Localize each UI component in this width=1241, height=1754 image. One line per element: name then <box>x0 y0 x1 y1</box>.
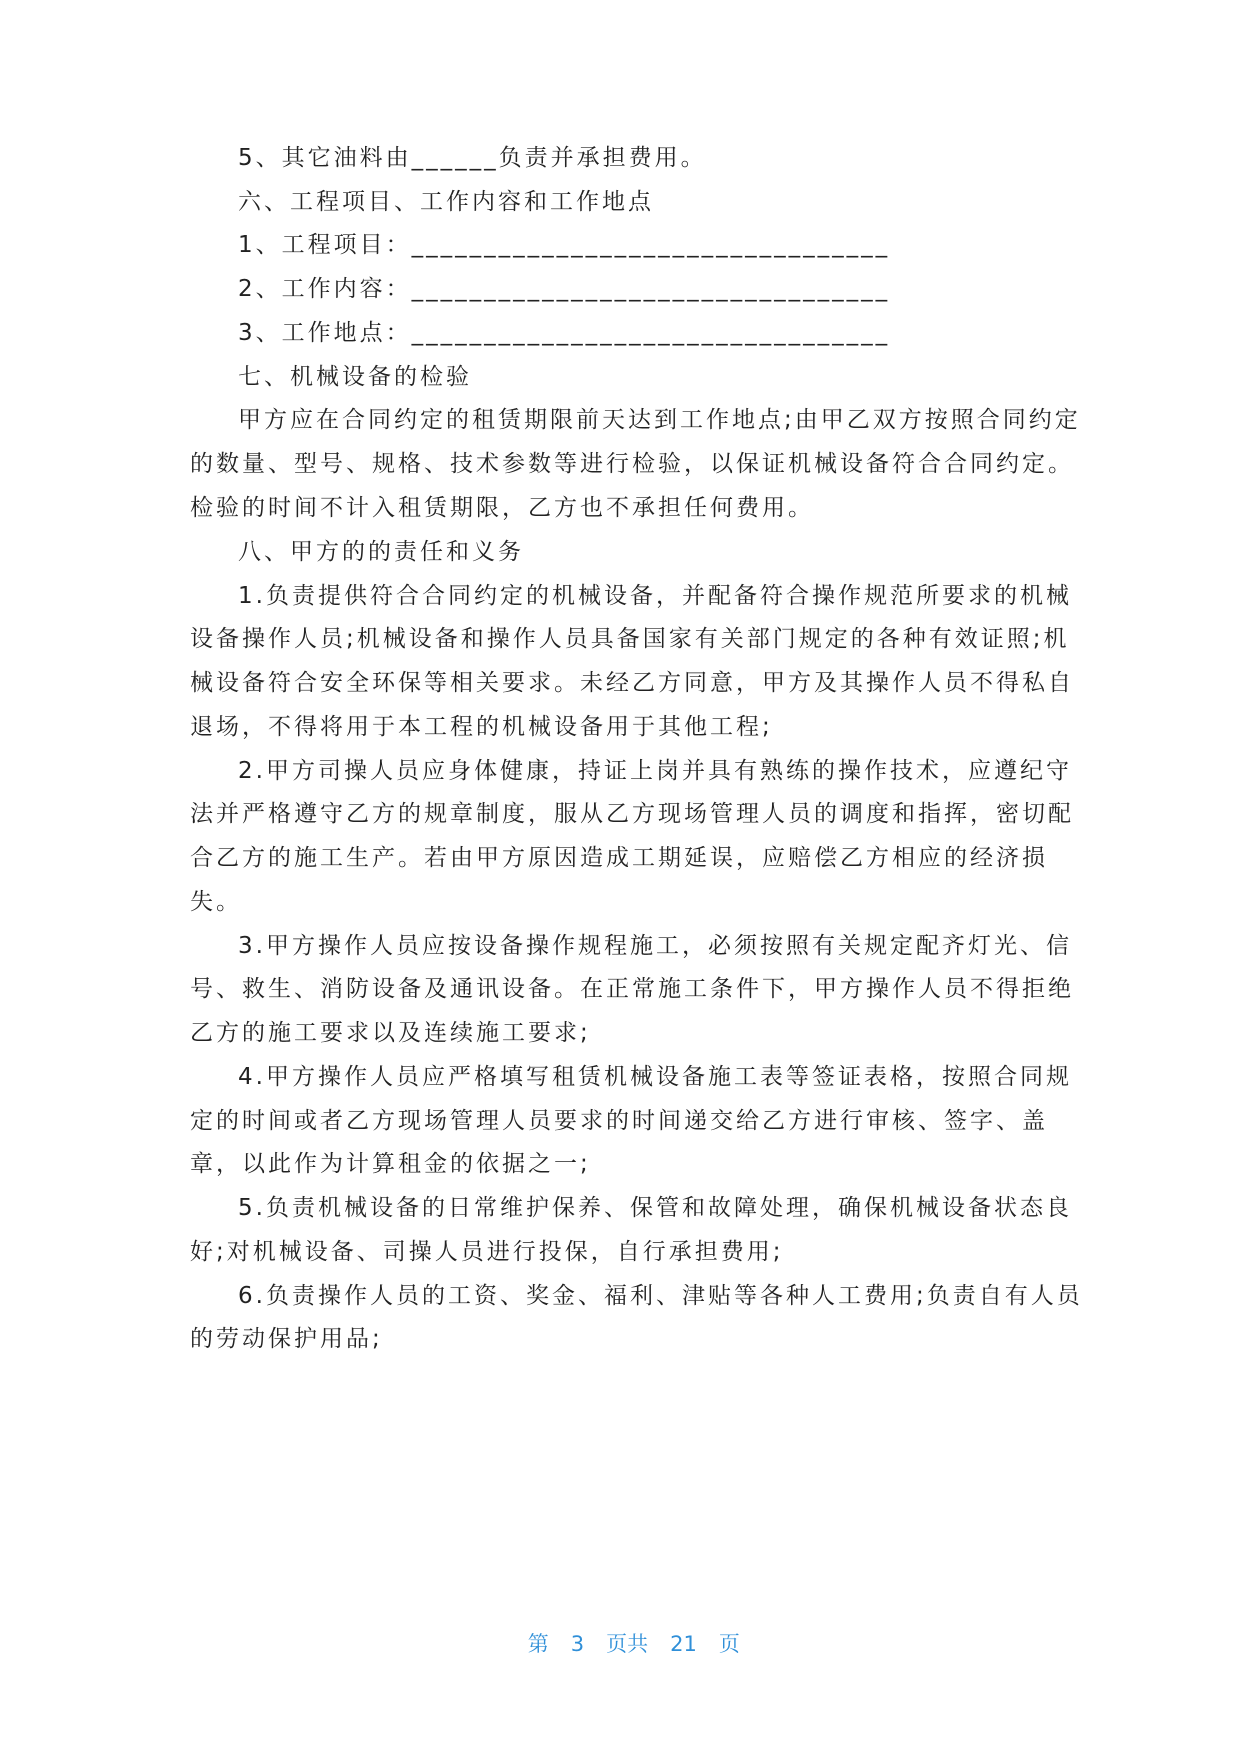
text-line: 3.甲方操作人员应按设备操作规程施工，必须按照有关规定配齐灯光、信 <box>238 933 1072 959</box>
text-line: 检验的时间不计入租赁期限，乙方也不承担任何费用。 <box>190 495 814 521</box>
current-page-number: 3 <box>570 1632 585 1656</box>
text-line: 号、救生、消防设备及通讯设备。在正常施工条件下，甲方操作人员不得拒绝 <box>190 976 1074 1002</box>
text-line: 5、其它油料由______负责并承担费用。 <box>238 145 707 171</box>
text-line: 的数量、型号、规格、技术参数等进行检验，以保证机械设备符合合同约定。 <box>190 451 1074 477</box>
text-line: 乙方的施工要求以及连续施工要求; <box>190 1020 591 1046</box>
section-heading: 七、机械设备的检验 <box>238 364 472 390</box>
text-line: 1、工程项目：_________________________________ <box>238 232 891 258</box>
text-line: 6.负责操作人员的工资、奖金、福利、津贴等各种人工费用;负责自有人员 <box>238 1283 1083 1309</box>
footer-prefix: 第 <box>527 1632 549 1656</box>
text-line: 3、工作地点：_________________________________ <box>238 320 891 346</box>
text-line: 的劳动保护用品; <box>190 1326 383 1352</box>
text-line: 法并严格遵守乙方的规章制度，服从乙方现场管理人员的调度和指挥，密切配 <box>190 801 1074 827</box>
text-line: 2、工作内容：_________________________________ <box>238 276 891 302</box>
text-line: 5.负责机械设备的日常维护保养、保管和故障处理，确保机械设备状态良 <box>238 1195 1072 1221</box>
section-heading: 八、甲方的的责任和义务 <box>238 539 524 565</box>
text-line: 设备操作人员;机械设备和操作人员具备国家有关部门规定的各种有效证照;机 <box>190 626 1070 652</box>
text-line: 合乙方的施工生产。若由甲方原因造成工期延误，应赔偿乙方相应的经济损 <box>190 845 1048 871</box>
text-line: 失。 <box>190 889 242 915</box>
total-page-count: 21 <box>670 1632 697 1656</box>
text-line: 定的时间或者乙方现场管理人员要求的时间递交给乙方进行审核、签字、盖 <box>190 1108 1048 1134</box>
text-line: 2.甲方司操人员应身体健康，持证上岗并具有熟练的操作技术，应遵纪守 <box>238 758 1072 784</box>
text-line: 好;对机械设备、司操人员进行投保，自行承担费用; <box>190 1239 784 1265</box>
text-line: 1.负责提供符合合同约定的机械设备，并配备符合操作规范所要求的机械 <box>238 583 1072 609</box>
footer-suffix: 页 <box>718 1632 740 1656</box>
text-line: 章，以此作为计算租金的依据之一; <box>190 1151 591 1177</box>
text-line: 甲方应在合同约定的租赁期限前天达到工作地点;由甲乙双方按照合同约定 <box>238 407 1081 433</box>
text-line: 退场，不得将用于本工程的机械设备用于其他工程; <box>190 714 773 740</box>
footer-middle: 页共 <box>606 1632 649 1656</box>
text-line: 械设备符合安全环保等相关要求。未经乙方同意，甲方及其操作人员不得私自 <box>190 670 1074 696</box>
section-heading: 六、工程项目、工作内容和工作地点 <box>238 189 654 215</box>
page-footer <box>0 1599 1241 1689</box>
text-line: 4.甲方操作人员应严格填写租赁机械设备施工表等签证表格，按照合同规 <box>238 1064 1072 1090</box>
